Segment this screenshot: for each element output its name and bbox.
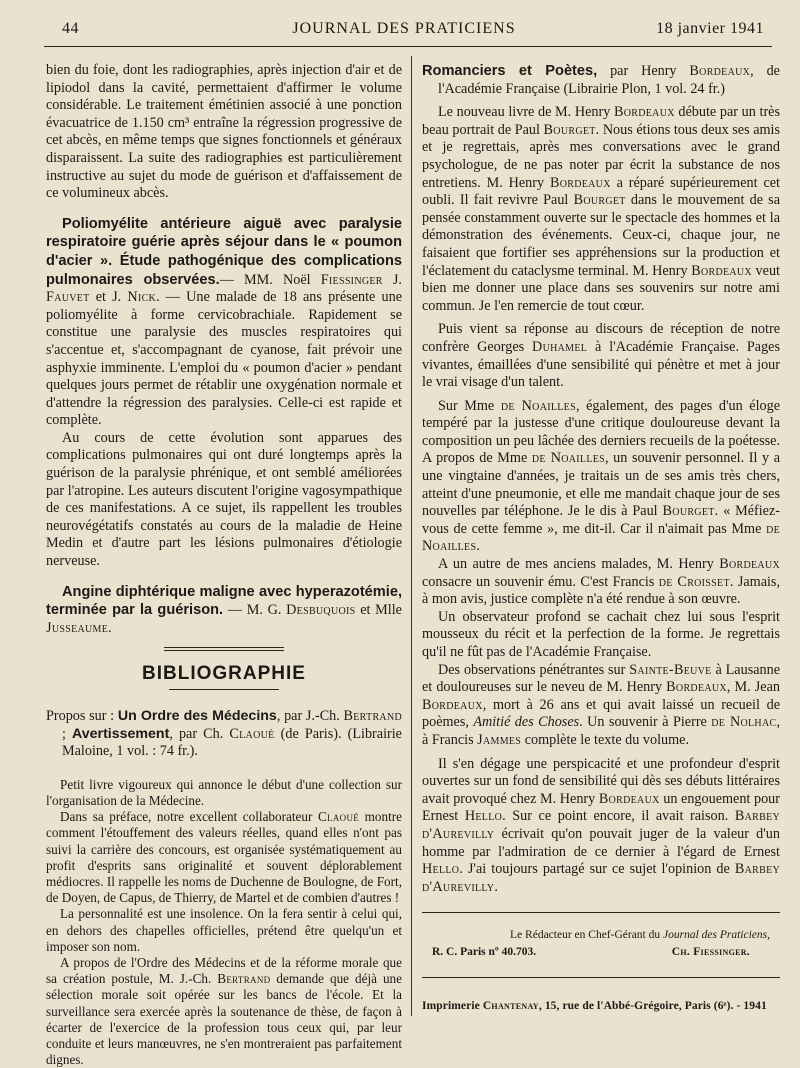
review-paragraph: A un autre de mes anciens malades, M. Henry Bordeaux consacre un souvenir ému. C'est Francis de Croisset. Jamais, à mon avis, justice complète n'a été rendue à son œuvre. xyxy=(422,556,780,608)
header-rule xyxy=(44,46,772,47)
issue-date: 18 janvier 1941 xyxy=(656,20,764,37)
review-ordre-medecins xyxy=(46,777,402,1068)
review-paragraph: La personnalité est une insolence. On la fera sentir à celui qui, en dehors des chapelles officielles, prétend être quelqu'un et imposer son nom. xyxy=(46,906,402,954)
polio-article: Poliomyélite antérieure aiguë avec paralysie respiratoire guérie après séjour dans le « poumon d'acier ». Étude pathogénique des complications pulmonaires observées.— MM. Noël Fiessinger J. Fauvet et J. Nick. — Une malade de 18 ans présente une poliomyélite à forme cervicobrachiale. Rapidement se constitue une paralysie des muscles respiratoires qui s'accentue et, s'accompagnant de cyanose, fait prévoir une asphyxie imminente. L'emploi du « poumon d'acier » pendant quelques jours permet de rétablir une oxygénation normale et d'attendre la régression des paralysies. Celle-ci est rapide et complète. xyxy=(46,215,403,429)
review-paragraph: Dans sa préface, notre excellent collaborateur Claoué montre comment l'étouffement des valeurs réelles, quand elles n'ont pas suivi la carrière des concours, est organisée systématiquement au profit d'esprits sans originalité et souvent déplorablement médiocres. Il rappelle les noms de Duchenne de Boulogne, de Fort, de Doyen, de Capus, de Thierry, de Martel et de combien d'autres ! xyxy=(46,809,402,906)
angine-title: Angine diphtérique maligne avec hyperazotémie, terminée par la guérison. xyxy=(46,583,402,619)
author-desbuquois: Desbuquois xyxy=(286,602,356,619)
footer-rule xyxy=(422,912,780,913)
review-paragraph: Petit livre vigoureux qui annonce le début d'une collection sur l'organisation de la Médecine. xyxy=(46,776,402,808)
review-paragraph: Il s'en dégage une perspicacité et une profondeur d'esprit ouvertes sur un fond de sensibilité qui dès ses débuts littéraires avait provoqué chez M. Henry Bordeaux un engouement pour Ernest Hello. Sur ce point encore, il avait raison. Barbey d'Aurevilly écrivait qu'on pouvait juger de la valeur d'un homme par l'admiration de ce dernier à l'égard de Ernest Hello. J'ai toujours partagé sur ce sujet l'opinion de Barbey d'Aurevilly. xyxy=(422,755,780,895)
author-fauvet: Fauvet xyxy=(46,289,90,306)
review-paragraph: Sur Mme de Noailles, également, des pages d'un éloge tempéré par la justesse d'une critique douloureuse devant la composition un peu lâchée des derniers recueils de la poétesse. A propos de Mme de Noailles, un souvenir personnel. Il y a une vingtaine d'années, je traitais un de ses amis très chers, atteint d'une pneumonie, et elle me mandait chaque jour de ses nouvelles par téléphone. Je le dis à Paul Bourget. « Méfiez-vous de cette femme », me dit-il. Car il n'aimait pas Mme de Noailles. xyxy=(422,397,781,555)
page-header xyxy=(44,20,764,42)
review-paragraph: Puis vient sa réponse au discours de réception de notre confrère Georges Duhamel à l'Académie Française. Pages vivantes, émaillées d'une sensibilité qui pénètre et met à jour le vrai visage d'un talent. xyxy=(422,321,780,391)
polio-paragraph-1: Une malade de 18 ans présente une poliomyélite à forme cervicobrachiale. Rapidement se constitue une paralysie des muscles respiratoires qui s'accentue et, s'accompagnant de cyanose, fait prévoir une asphyxie imminente. L'emploi du « poumon d'acier » pendant quelques jours permet de rétablir une oxygénation normale et d'attendre la régression des paralysies. Celle-ci est rapide et complète. xyxy=(46,289,403,429)
section-ornament-rule xyxy=(164,647,284,651)
polio-paragraph-2: Au cours de cette évolution sont apparues des complications pulmonaires qui ont duré longtemps après la guérison de la paralysie phrénique, et ont semblé améliorées par l'atropine. Les auteurs discutent l'origine vagosympathique de ces manifestations. A ce sujet, ils rappellent les troubles neurovégétatifs constatés au cours de la maladie de Heine Medin et d'autre part les lésions pulmonaires d'étiologie nerveuse. xyxy=(46,429,402,570)
angine-article: Angine diphtérique maligne avec hyperazotémie, terminée par la guérison. — M. G. Desbuquois et Mlle Jusseaume. xyxy=(46,583,402,636)
author-fiessinger: Fiessinger xyxy=(320,271,383,288)
author-nick: Nick xyxy=(127,289,157,306)
journal-title: JOURNAL DES PRATICIENS xyxy=(292,20,516,37)
editor-credit: Le Rédacteur en Chef-Gérant du Journal des Praticiens, R. C. Paris nº 40.703. Ch. Fiessinger. xyxy=(422,927,780,961)
review-paragraph: A propos de l'Ordre des Médecins et de la réforme morale que sa création postule, M. J.-Ch. Bertrand demande que déjà une sélection morale soit opérée sur les bancs de l'école. Et la surveillance sera exercée après la soutenance de thèse, de façon à écarter de l'exercice de la profession tous ceux qui, par leur conduite et leurs manœuvres, ne s'en montreraient pas parfaitement dignes. xyxy=(46,955,402,1068)
printer-imprint: Imprimerie Chantenay, 15, rue de l'Abbé-Grégoire, Paris (6ᵉ). - 1941 xyxy=(422,1000,767,1013)
polio-title: Poliomyélite antérieure aiguë avec paralysie respiratoire guérie après séjour dans le « poumon d'acier ». Étude pathogénique des complications pulmonaires observées. xyxy=(46,215,402,288)
right-column xyxy=(422,62,780,1016)
bibliographie-heading: BIBLIOGRAPHIE xyxy=(142,663,306,685)
review-paragraph: Un observateur profond se cachait chez lui sous l'esprit mousseux du récit et la perfection de la forme. Je regrettais qu'il ne fût pas de l'Académie Française. xyxy=(422,608,780,660)
left-column xyxy=(46,62,402,1068)
page-number: 44 xyxy=(62,20,79,37)
romanciers-book-entry: Romanciers et Poètes, par Henry Bordeaux, de l'Académie Française (Librairie Plon, 1 vol. 24 fr.) xyxy=(422,63,780,97)
registre-commerce: R. C. Paris nº 40.703. xyxy=(432,946,537,959)
bibliographie-section xyxy=(46,647,402,690)
editor-name: Ch. Fiessinger. xyxy=(671,946,750,959)
propos-book-entry: Propos sur : Un Ordre des Médecins, par J.-Ch. Bertrand ; Avertissement, par Ch. Claoué (de Paris). (Librairie Maloine, 1 vol. : 74 fr.). xyxy=(46,708,402,760)
imprint-rule xyxy=(422,977,780,978)
book-title-romanciers: Romanciers et Poètes, xyxy=(422,63,598,79)
book-title-ordre: Un Ordre des Médecins xyxy=(117,708,277,724)
review-paragraph: Le nouveau livre de M. Henry Bordeaux débute par un très beau portrait de Paul Bourget. Nous étions tous deux ses amis et je regrettais, après mes conversations avec le grand psychologue, de ne pas noter par écrit la substance de nos entretiens. M. Henry Bordeaux a réparé supérieurement cet oubli. Il fait revivre Paul Bourget dans le mouvement de sa pensée constamment ouverte sur le spectacle des hommes et la démonstration des événements. Ceux-ci, chaque jour, ne faisaient que fortifier ses appréhensions sur la production et l'éclatement du cataclysme terminal. M. Henry Bordeaux veut bien me donner une place dans ses souvenirs sur notre ami commun. Je l'en remercie de tout cœur. xyxy=(422,104,780,314)
book-title-avertissement: Avertissement xyxy=(72,725,170,742)
heading-underline xyxy=(169,689,279,690)
column-divider xyxy=(411,56,412,1016)
radio-paragraph: bien du foie, dont les radiographies, après injection d'air et de lipiodol dans la cavité, permettaient d'affirmer le volume considérable. Le traitement émétinien associé à une ponction évacuatrice de 1.150 cm³ entraîne la régression progressive de cet abcès, en même temps que signes fonctionnels et généraux disparaissent. La suite des radiographies est particulièrement instructive au sujet du mode de guérison et d'affaissement de ce volumineux abcès. xyxy=(46,62,402,202)
author-jusseaume: Jusseaume xyxy=(46,619,109,636)
review-paragraph: Des observations pénétrantes sur Sainte-Beuve à Lausanne et douloureuses sur le neveu de M. Henry Bordeaux, M. Jean Bordeaux, mort à 26 ans et qui avait laissé un recueil de poèmes, Amitié des Choses. Un souvenir à Pierre de Nolhac, à Francis Jammes complète le texte du volume. xyxy=(422,661,780,748)
